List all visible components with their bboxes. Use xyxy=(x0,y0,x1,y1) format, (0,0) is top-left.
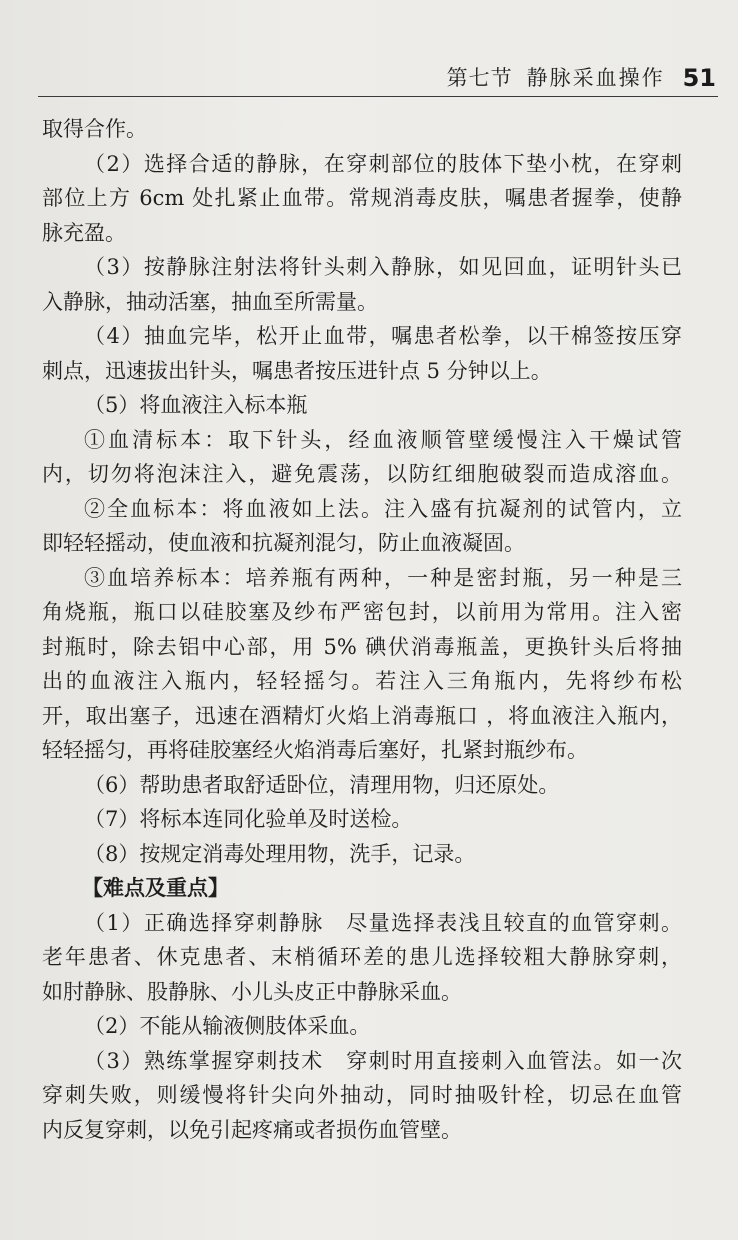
text-line: 穿刺失败，则缓慢将针尖向外抽动，同时抽吸针栓，切忌在血管 xyxy=(42,1083,682,1107)
section-title: 静脉采血操作 xyxy=(526,66,665,90)
text-line: （1）正确选择穿刺静脉 尽量选择表浅且较直的血管穿刺。 xyxy=(84,910,682,935)
text-line: （3）按静脉注射法将针头刺入静脉，如见回血，证明针头已 xyxy=(84,255,682,279)
text-line: 封瓶时，除去铝中心部，用 5% 碘伏消毒瓶盖，更换针头后将抽 xyxy=(42,634,682,659)
text-line: 入静脉，抽动活塞，抽血至所需量。 xyxy=(42,289,378,314)
text-line: （8）按规定消毒处理用物，洗手，记录。 xyxy=(84,841,476,866)
text-line: 取得合作。 xyxy=(42,117,147,141)
text-line: 轻轻摇匀，再将硅胶塞经火焰消毒后塞好，扎紧封瓶纱布。 xyxy=(42,738,588,762)
body-text xyxy=(42,112,682,1147)
text-line: （3）熟练掌握穿刺技术 穿刺时用直接刺入血管法。如一次 xyxy=(84,1048,682,1073)
section-label: 第七节 xyxy=(446,66,513,90)
text-line: 如肘静脉、股静脉、小儿头皮正中静脉采血。 xyxy=(42,979,462,1004)
text-line: （2）选择合适的静脉，在穿刺部位的肢体下垫小枕，在穿刺 xyxy=(84,151,682,176)
page-number: 51 xyxy=(682,64,716,92)
text-line: 部位上方 6cm 处扎紧止血带。常规消毒皮肤，嘱患者握拳，使静 xyxy=(42,186,682,210)
header-rule xyxy=(38,96,718,97)
text-line: 开，取出塞子，迅速在酒精灯火焰上消毒瓶口 ，将血液注入瓶内， xyxy=(42,703,682,728)
text-line: 出的血液注入瓶内，轻轻摇匀。若注入三角瓶内，先将纱布松 xyxy=(42,669,682,693)
section-heading: 【难点及重点】 xyxy=(82,876,229,900)
text-line: ②全血标本：将血液如上法。注入盛有抗凝剂的试管内，立 xyxy=(84,496,682,521)
text-line: 老年患者、休克患者、末梢循环差的患儿选择较粗大静脉穿刺， xyxy=(42,945,682,969)
text-line: 内反复穿刺，以免引起疼痛或者损伤血管壁。 xyxy=(42,1117,462,1142)
text-line: 刺点，迅速拔出针头，嘱患者按压进针点 5 分钟以上。 xyxy=(42,358,552,383)
text-line: 角烧瓶，瓶口以硅胶塞及纱布严密包封，以前用为常用。注入密 xyxy=(42,600,682,624)
text-line: 脉充盈。 xyxy=(42,220,126,245)
text-line: （7）将标本连同化验单及时送检。 xyxy=(84,807,413,831)
text-line: （6）帮助患者取舒适卧位，清理用物，归还原处。 xyxy=(84,772,560,797)
text-line: （2）不能从输液侧肢体采血。 xyxy=(84,1014,371,1038)
text-line: ③血培养标本：培养瓶有两种，一种是密封瓶，另一种是三 xyxy=(84,565,682,590)
text-line: ①血清标本：取下针头，经血液顺管壁缓慢注入干燥试管 xyxy=(84,427,682,452)
text-line: （4）抽血完毕，松开止血带，嘱患者松拳，以干棉签按压穿 xyxy=(84,324,682,348)
page-header xyxy=(447,58,716,92)
text-line: 即轻轻摇动，使血液和抗凝剂混匀，防止血液凝固。 xyxy=(42,531,525,555)
text-line: （5）将血液注入标本瓶 xyxy=(84,393,308,417)
text-line: 内，切勿将泡沫注入，避免震荡，以防红细胞破裂而造成溶血。 xyxy=(42,462,682,486)
